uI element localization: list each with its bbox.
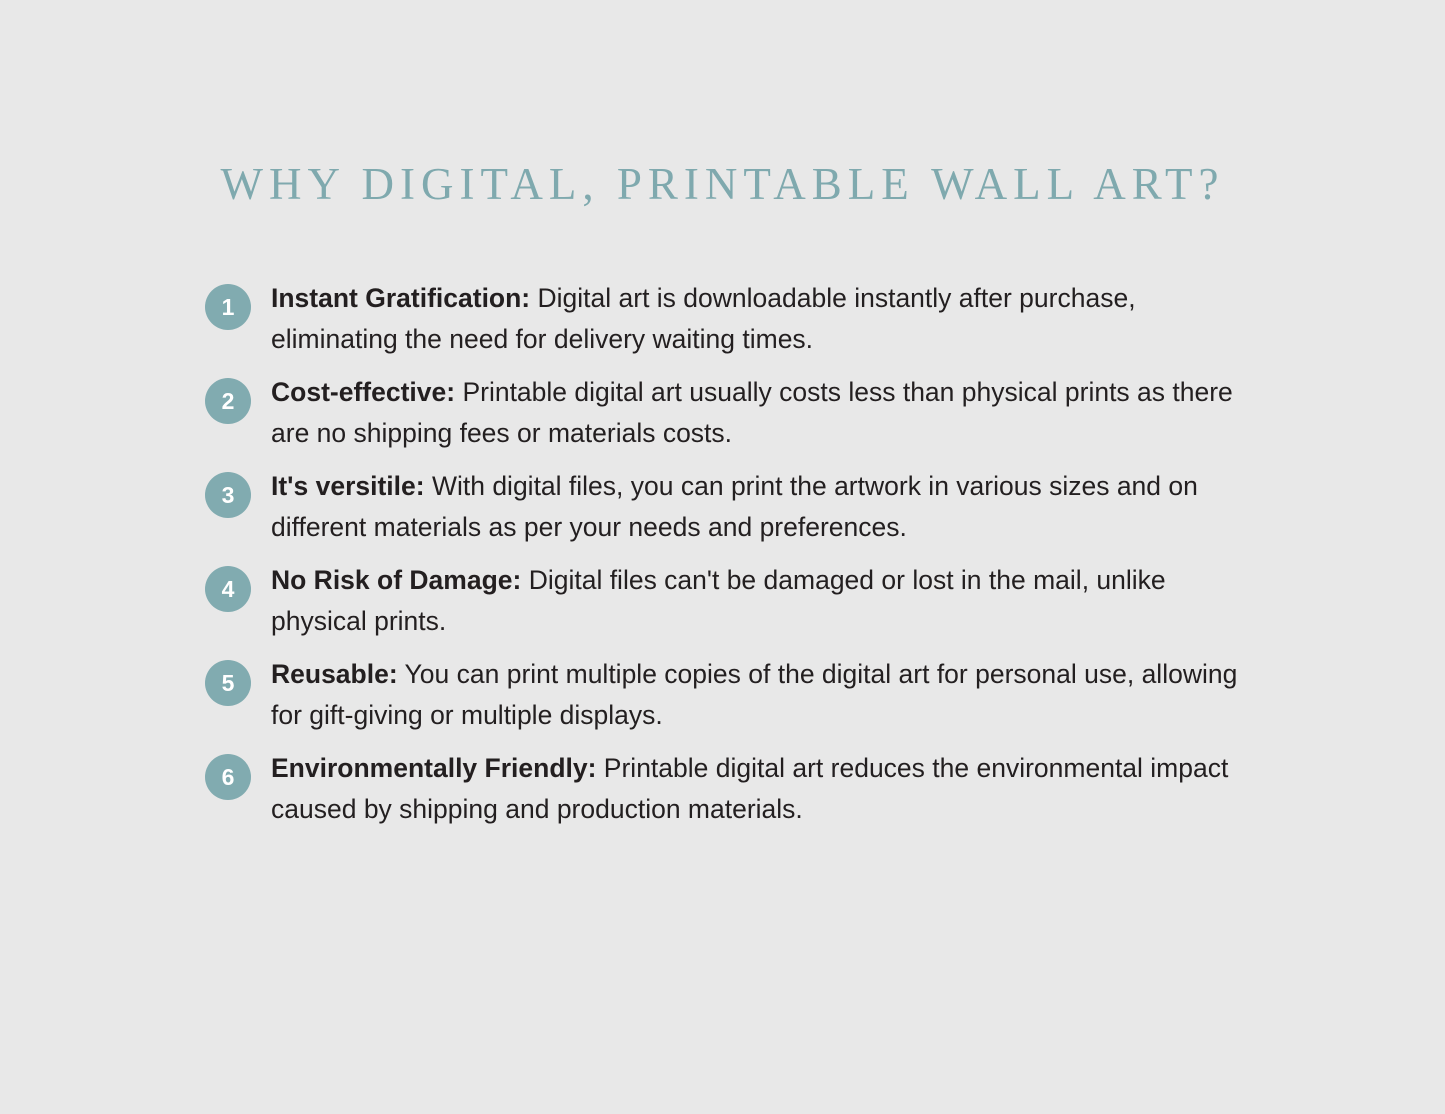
list-item-body: You can print multiple copies of the digital art for personal use, allowing for gift-giving or multiple displays. xyxy=(271,659,1238,731)
list-item-heading: Reusable: xyxy=(271,659,398,690)
list-item-heading: It's versitile: xyxy=(271,471,425,502)
list-number-badge: 1 xyxy=(205,284,251,330)
list-item-text xyxy=(271,372,1246,454)
benefits-list xyxy=(205,278,1265,842)
list-item-heading: Environmentally Friendly: xyxy=(271,753,597,784)
list-item xyxy=(205,654,1265,736)
list-item-text xyxy=(271,278,1246,360)
list-item-text xyxy=(271,560,1246,642)
list-item-text xyxy=(271,748,1246,830)
page-title: WHY DIGITAL, PRINTABLE WALL ART? xyxy=(220,159,1225,210)
list-number-badge: 6 xyxy=(205,754,251,800)
list-item xyxy=(205,560,1265,642)
infographic-page xyxy=(0,30,1445,1114)
list-number-badge: 4 xyxy=(205,566,251,612)
list-item-body: Printable digital art usually costs less than physical prints as there are no shipping fees or materials costs. xyxy=(271,377,1233,449)
list-item xyxy=(205,748,1265,830)
list-item-text xyxy=(271,466,1246,548)
list-item xyxy=(205,278,1265,360)
list-item-body: Digital files can't be damaged or lost in the mail, unlike physical prints. xyxy=(271,565,1166,637)
list-item-body: With digital files, you can print the artwork in various sizes and on different materials as per your needs and preferences. xyxy=(271,471,1198,543)
list-item-body: Digital art is downloadable instantly after purchase, eliminating the need for delivery waiting times. xyxy=(271,283,1136,355)
list-number-badge: 2 xyxy=(205,378,251,424)
list-item-text xyxy=(271,654,1246,736)
list-item xyxy=(205,466,1265,548)
list-number-badge: 5 xyxy=(205,660,251,706)
list-item-heading: Instant Gratification: xyxy=(271,283,531,314)
list-item-heading: Cost-effective: xyxy=(271,377,456,408)
list-number-badge: 3 xyxy=(205,472,251,518)
list-item xyxy=(205,372,1265,454)
list-item-heading: No Risk of Damage: xyxy=(271,565,522,596)
list-item-body: Printable digital art reduces the environmental impact caused by shipping and production materials. xyxy=(271,753,1229,825)
